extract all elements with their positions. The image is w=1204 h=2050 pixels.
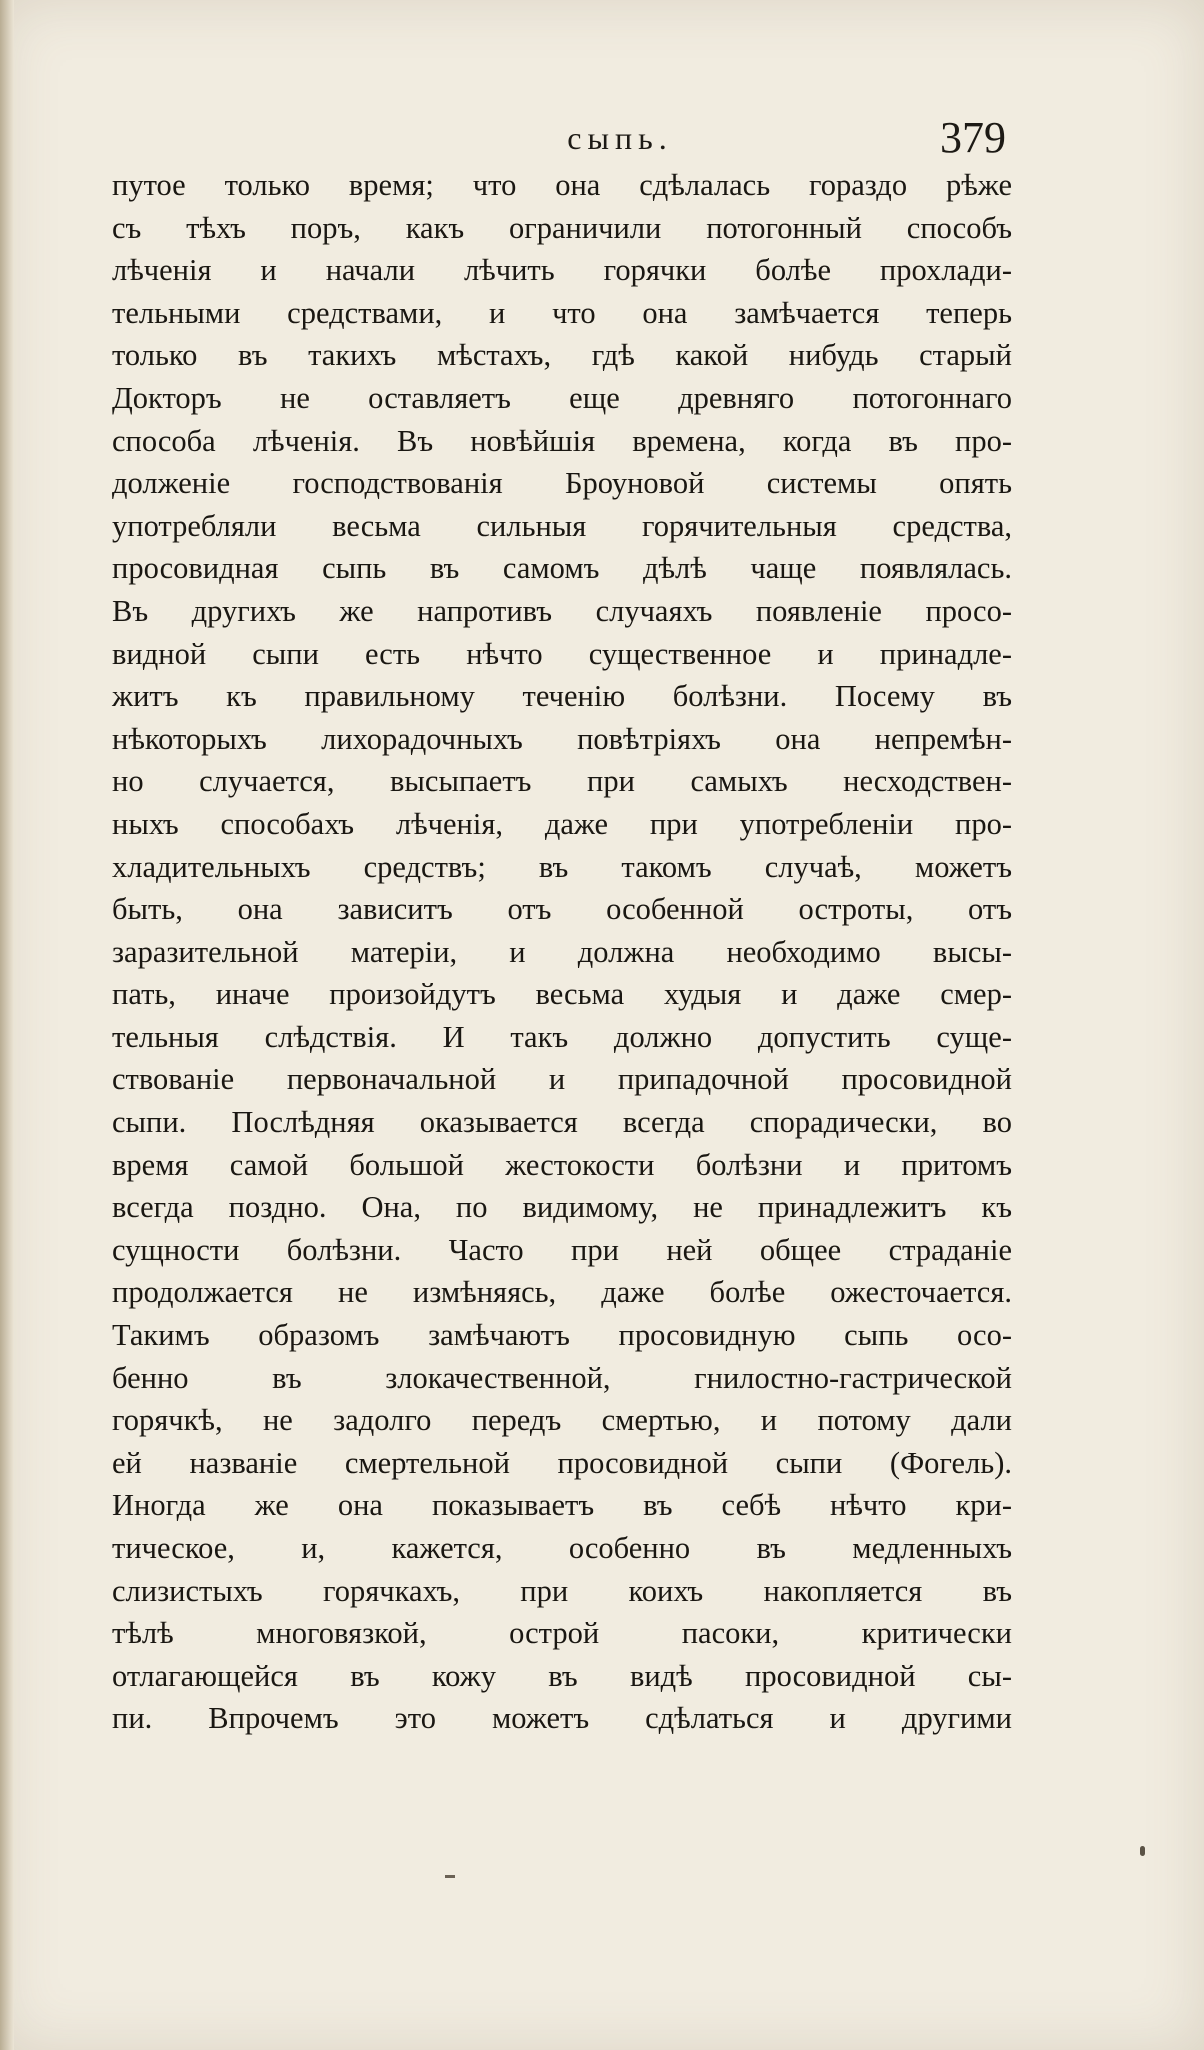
text-line: пать, иначе произойдутъ весьма худыя и даже смер- (112, 977, 1012, 1012)
text-line: нѣкоторыхъ лихорадочныхъ повѣтріяхъ она непремѣн- (112, 721, 1012, 756)
text-line: слизистыхъ горячкахъ, при коихъ накопляется въ (112, 1573, 1012, 1608)
text-line: тельными средствами, и что она замѣчается теперь (112, 295, 1012, 330)
text-line: Докторъ не оставляетъ еще древняго потогоннаго (112, 380, 1012, 415)
text-line: ей названіе смертельной просовидной сыпи (Фогель). (112, 1445, 1012, 1480)
text-line: тическое, и, кажется, особенно въ медленныхъ (112, 1531, 1012, 1565)
text-line: быть, она зависитъ отъ особенной остроты, отъ (112, 892, 1012, 927)
text-line: тѣлѣ многовязкой, острой пасоки, критически (112, 1616, 1012, 1651)
text-line: сыпи. Послѣдняя оказывается всегда спорадически, во (112, 1105, 1012, 1140)
text-line: тельныя слѣдствія. И такъ должно допустить суще- (112, 1019, 1012, 1054)
text-line: путое только время; что она сдѣлалась гораздо рѣже (112, 168, 1012, 202)
text-line: горячкѣ, не задолго передъ смертью, и потому дали (112, 1403, 1012, 1438)
text-line: употребляли весьма сильныя горячительныя средства, (112, 508, 1012, 543)
text-line: Такимъ образомъ замѣчаютъ просовидную сыпь осо- (112, 1318, 1012, 1353)
running-head: сыпь. (567, 120, 673, 156)
text-line: бенно въ злокачественной, гнилостно-гастрической (112, 1360, 1012, 1395)
page-binding-edge (0, 0, 14, 2050)
text-line: пи. Впрочемъ это можетъ сдѣлаться и другими (112, 1701, 1012, 1736)
text-line: способа лѣченія. Въ новѣйшія времена, когда въ про- (112, 423, 1012, 458)
text-line: житъ къ правильному теченію болѣзни. Посему въ (112, 679, 1012, 714)
text-line: заразительной матеріи, и должна необходимо высы- (112, 934, 1012, 969)
text-line: съ тѣхъ поръ, какъ ограничили потогонный способъ (112, 210, 1012, 245)
text-line: отлагающейся въ кожу въ видѣ просовидной сы- (112, 1658, 1012, 1693)
text-line: но случается, высыпаетъ при самыхъ несходствен- (112, 764, 1012, 799)
text-line: видной сыпи есть нѣчто существенное и принадле- (112, 636, 1012, 671)
text-line: ствованіе первоначальной и припадочной просовидной (112, 1062, 1012, 1097)
text-line: лѣченія и начали лѣчить горячки болѣе прохлади- (112, 253, 1012, 288)
text-line: хладительныхъ средствъ; въ такомъ случаѣ, можетъ (112, 849, 1012, 884)
text-line: всегда поздно. Она, по видимому, не принадлежитъ къ (112, 1190, 1012, 1225)
text-line: ныхъ способахъ лѣченія, даже при употребленіи про- (112, 806, 1012, 841)
text-line: только въ такихъ мѣстахъ, гдѣ какой нибудь старый (112, 338, 1012, 373)
page-number: 379 (940, 113, 1006, 162)
text-line: продолжается не измѣняясь, даже болѣе ожесточается. (112, 1275, 1012, 1310)
text-line: долженіе господствованія Броуновой системы опять (112, 466, 1012, 501)
text-line: Въ другихъ же напротивъ случаяхъ появленіе просо- (112, 593, 1012, 628)
body-text (112, 164, 1012, 1740)
text-line: Иногда же она показываетъ въ себѣ нѣчто кри- (112, 1488, 1012, 1523)
page-header (0, 112, 1204, 172)
ink-speck (445, 1875, 455, 1878)
text-line: сущности болѣзни. Часто при ней общее страданіе (112, 1232, 1012, 1267)
ink-speck (1140, 1846, 1145, 1856)
text-line: время самой большой жестокости болѣзни и притомъ (112, 1147, 1012, 1182)
text-line: просовидная сыпь въ самомъ дѣлѣ чаще появлялась. (112, 551, 1012, 586)
